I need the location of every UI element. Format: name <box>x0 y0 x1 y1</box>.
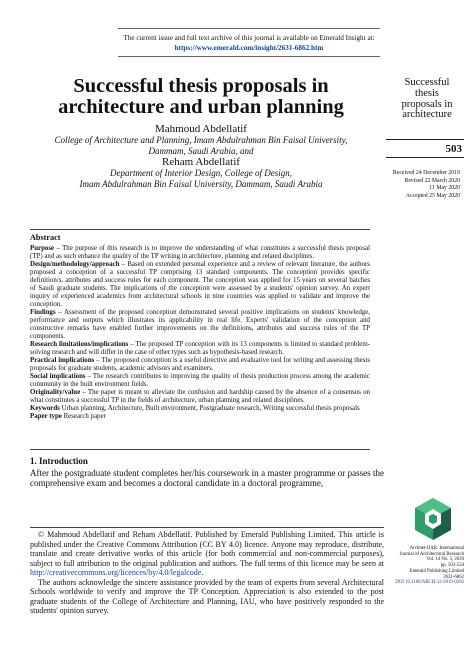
section-label: Practical implications <box>30 357 95 364</box>
section-label: Research limitations/implications <box>30 341 129 348</box>
section-label: Design/methodology/approach <box>30 261 120 268</box>
author-affiliation-1b: Dammam, Saudi Arabia, and <box>148 145 254 156</box>
license-end: . <box>201 568 204 577</box>
abstract-findings <box>30 309 370 341</box>
author-name-2: Reham Abdellatif <box>162 156 240 169</box>
abstract-social <box>30 373 370 389</box>
abstract-design <box>30 261 370 309</box>
section-label: Originality/value <box>30 389 81 396</box>
journal-url-link[interactable]: https://www.emerald.com/insight/2631-6862.htm <box>174 44 324 52</box>
author-affiliation-2b: Imam Abdulrahman Bin Faisal University, Dammam, Saudi Arabia <box>79 178 323 189</box>
section-label: Social implications <box>30 373 86 380</box>
paper-type-label: Paper type <box>30 413 62 420</box>
abstract-practical <box>30 357 370 373</box>
date-line: Revised 22 March 2020 <box>404 177 460 184</box>
introduction-text: After the postgraduate student completes her/his coursework in a master programme or passes the comprehensive exam and becomes a doctoral candidate in a doctoral programme, <box>30 467 384 489</box>
section-label: Purpose <box>30 245 55 252</box>
section-text: – The research contributes to improving the quality of thesis production process among the academic community in the built environment fields. <box>30 373 370 388</box>
journal-notice-text: The current issue and full text archive of this journal is available on Emerald Insight at: <box>123 34 375 42</box>
section-label: Findings <box>30 309 56 316</box>
acknowledgement-note: The authors acknowledge the sincere assistance provided by the team of experts from several Architectural Schools worldwide to verify and improve the TP Conception. Appreciation is also extended to the post graduate students of the College of Architecture and Planning, IAU, who have positively responded to the students' opinion survey. <box>30 577 384 615</box>
section-text: – Assessment of the proposed conception demonstrated several positive implications on students' knowledge, performance and outputs which illustrates its applicability in real life. Experts' validation of the conception and constructive remarks have enabled further improvements on the definitions, attributes and success rules of the TP components. <box>30 309 370 340</box>
page-number: 503 <box>445 143 462 155</box>
doi-link[interactable]: DOI 10.1108/ARCH-12-2019-0282 <box>395 580 464 586</box>
keywords-text: Urban planning, Architecture, Built environment, Postgraduate research, Writing successful thesis proposals <box>59 405 360 412</box>
license-note <box>30 530 384 578</box>
journal-notice <box>118 28 380 57</box>
pub-line: pp. 503-524 <box>440 563 464 569</box>
abstract-originality <box>30 389 370 405</box>
title-line-1: Successful thesis proposals in <box>73 75 329 97</box>
pub-line: Vol. 14 No. 3, 2020 <box>426 557 464 563</box>
sidebar-divider <box>386 139 464 140</box>
introduction <box>30 456 384 489</box>
abstract-limitations <box>30 341 370 357</box>
journal-logo-icon <box>413 497 453 541</box>
pub-line: Archnet-IJAR: International <box>409 546 464 551</box>
keywords-label: Keywords <box>30 405 60 412</box>
abstract-top-rule <box>30 229 370 230</box>
author-affiliation-2a: Department of Interior Design, College of Design, <box>110 168 292 179</box>
footer-rule <box>30 527 384 528</box>
section-text: – The proposed conception is a useful directive and evaluative tool for writing and assessing thesis proposals for graduate students, academic advisors and examiners. <box>30 357 371 372</box>
abstract-heading: Abstract <box>30 233 61 242</box>
running-title-line: Successful <box>404 77 450 88</box>
section-text: – The proposed TP conception with its 13 components is limited to standard problem-solving research and will differ in the case of other types such as hypothesis-based research. <box>30 341 370 356</box>
running-title-line: thesis <box>415 87 439 99</box>
license-link[interactable]: http://creativecommons.org/licences/by/4.0/legalcode <box>30 568 202 577</box>
section-text: – The purpose of this research is to improve the understanding of what constitutes a successful thesis proposal (TP) and as such enhance the quality of the TP writing in architecture, planning and related disciplines. <box>30 245 370 260</box>
pub-line: Journal of Architectural Research <box>399 551 464 557</box>
author-affiliation-1a: College of Architecture and Planning, Imam Abdulrahman Bin Faisal University, <box>54 135 348 145</box>
section-text: – The paper is meant to alleviate the confusion and hardship caused by the absence of a consensus on what constitutes a successful TP in the fields of architecture, urban planning and related disciplines. <box>30 389 370 404</box>
pub-line: Emerald Publishing Limited <box>409 568 464 574</box>
date-line: Accepted 25 May 2020 <box>405 192 460 199</box>
date-line: 11 May 2020 <box>429 185 460 192</box>
keywords <box>30 405 370 413</box>
footer-notes <box>30 530 384 616</box>
date-line: Received 24 December 2019 <box>392 170 460 176</box>
section-text: – Based on extended personal experience and a review of relevant literature, the authors proposed a conception of a successful TP comprising 13 standard components. The conception provides specific definition/s, attributes and success rules for each component. The conception was applied for 15 years on several batches of Saudi graduate students. The implications of the conception were assessed by a students' opinion survey. An expert inquiry of experienced academics from architectural schools in nine countries was applied to validate and improve the conception. <box>30 261 370 308</box>
sidebar-divider <box>386 157 464 158</box>
abstract-bottom-rule <box>30 449 370 450</box>
paper-title <box>30 76 372 118</box>
title-line-2: architecture and urban planning <box>58 96 344 118</box>
submission-dates <box>380 170 460 200</box>
running-title-line: proposals in <box>401 98 453 110</box>
introduction-heading: 1. Introduction <box>30 456 88 466</box>
pub-line: 2631-6862 <box>443 574 464 580</box>
publication-info <box>378 546 464 586</box>
paper-type <box>30 413 370 421</box>
abstract-purpose <box>30 245 370 261</box>
abstract <box>30 234 370 421</box>
author-block <box>30 123 372 189</box>
license-text: © Mahmoud Abdellatif and Reham Abdellatif. Published by Emerald Publishing Limited. This article is published under the Creative Commons Attribution (CC BY 4.0) licence. Anyone may reproduce, distribute, translate and create derivative works of this article (for both commercial and non-commercial purposes), subject to full attribution to the original publication and authors. The full terms of this licence may be seen at <box>30 530 384 568</box>
paper-type-text: Research paper <box>61 413 106 420</box>
running-title-line: architecture <box>402 109 452 121</box>
running-title <box>392 78 462 121</box>
author-name-1: Mahmoud Abdellatif <box>155 123 247 135</box>
